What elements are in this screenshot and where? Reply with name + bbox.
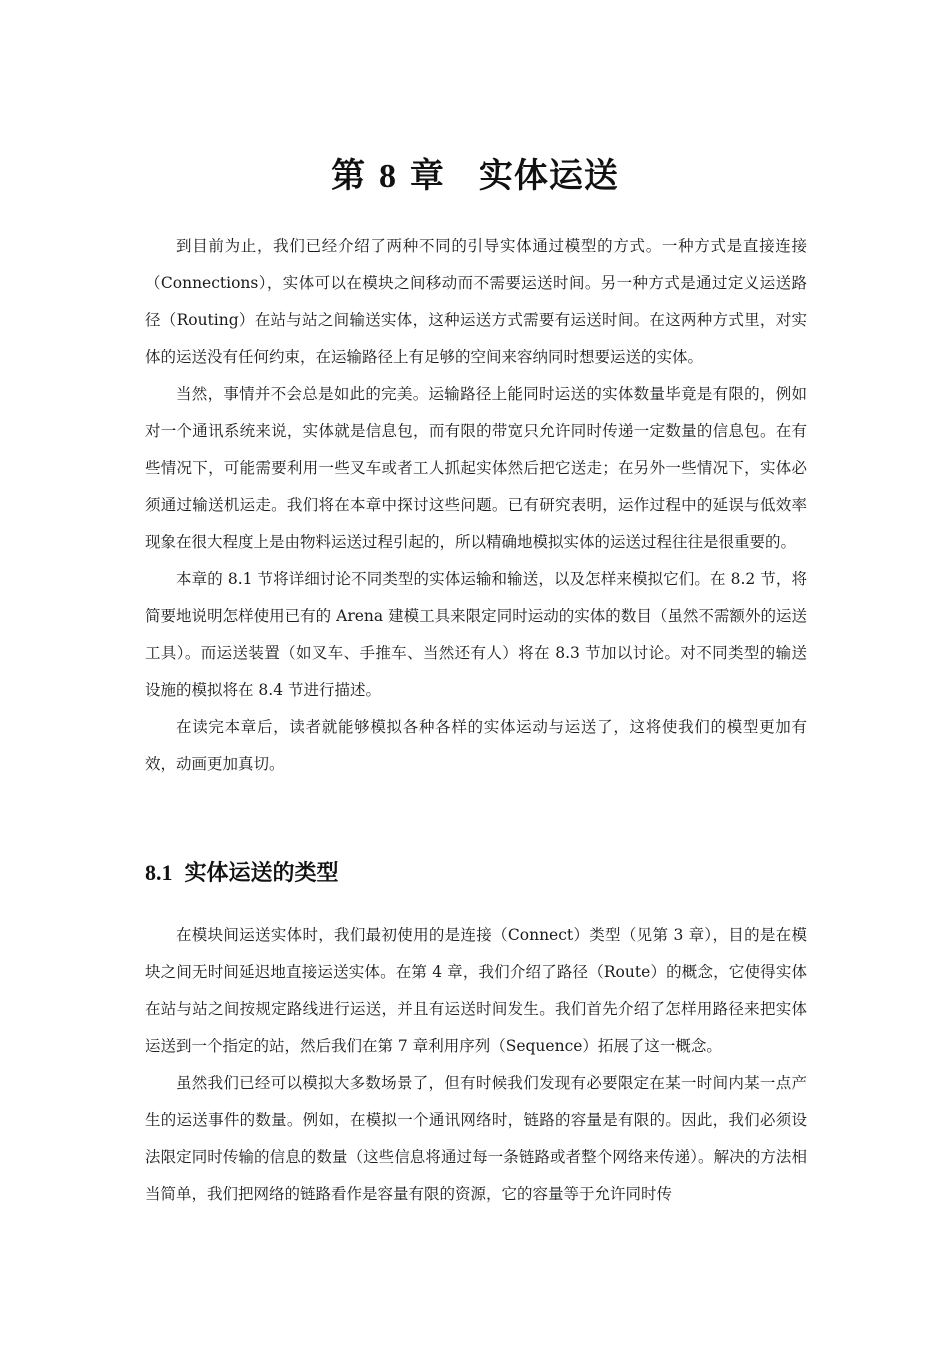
chapter-name: 实体运送 [478,156,619,196]
chapter-number-suffix: 章 [409,156,445,196]
section-title: 实体运送的类型 [184,861,339,886]
chapter-number: 8 [379,158,397,195]
section-text [145,917,807,1213]
paragraph: 虽然我们已经可以模拟大多数场景了，但有时候我们发现有必要限定在某一时间内某一点产生的运送事件的数量。例如，在模拟一个通讯网络时，链路的容量是有限的。因此，我们必须设法限定同时传输的信息的数量（这些信息将通过每一条链路或者整个网络来传递）。解决的方法相当简单，我们把网络的链路看作是容量有限的资源，它的容量等于允许同时传 [145,1074,807,1203]
intro-text [145,228,807,783]
paragraph: 到目前为止，我们已经介绍了两种不同的引导实体通过模型的方式。一种方式是直接连接（Connections），实体可以在模块之间移动而不需要运送时间。另一种方式是通过定义运送路径（Routing）在站与站之间输送实体，这种运送方式需要有运送时间。在这两种方式里，对实体的运送没有任何约束，在运输路径上有足够的空间来容纳同时想要运送的实体。 [145,237,807,366]
paragraph: 在读完本章后，读者就能够模拟各种各样的实体运动与运送了，这将使我们的模型更加有效，动画更加真切。 [145,718,807,773]
paragraph: 当然，事情并不会总是如此的完美。运输路径上能同时运送的实体数量毕竟是有限的，例如对一个通讯系统来说，实体就是信息包，而有限的带宽只允许同时传递一定数量的信息包。在有些情况下，可能需要利用一些叉车或者工人抓起实体然后把它送走；在另外一些情况下，实体必须通过输送机运走。我们将在本章中探讨这些问题。已有研究表明，运作过程中的延误与低效率现象在很大程度上是由物料运送过程引起的，所以精确地模拟实体的运送过程往往是很重要的。 [145,385,807,551]
chapter-title [0,148,950,197]
section-number: 8.1 [145,860,173,885]
section-heading [145,856,339,887]
paragraph: 在模块间运送实体时，我们最初使用的是连接（Connect）类型（见第 3 章），目的是在模块之间无时间延迟地直接运送实体。在第 4 章，我们介绍了路径（Route）的概念，它使得实体在站与站之间按规定路线进行运送，并且有运送时间发生。我们首先介绍了怎样用路径来把实体运送到一个指定的站，然后我们在第 7 章利用序列（Sequence）拓展了这一概念。 [145,926,807,1055]
chapter-number-prefix: 第 [331,156,367,196]
paragraph: 本章的 8.1 节将详细讨论不同类型的实体运输和输送，以及怎样来模拟它们。在 8.2 节，将简要地说明怎样使用已有的 Arena 建模工具来限定同时运动的实体的数目（虽然不需额外的运送工具）。而运送装置（如叉车、手推车、当然还有人）将在 8.3 节加以讨论。对不同类型的输送设施的模拟将在 8.4 节进行描述。 [145,570,807,699]
